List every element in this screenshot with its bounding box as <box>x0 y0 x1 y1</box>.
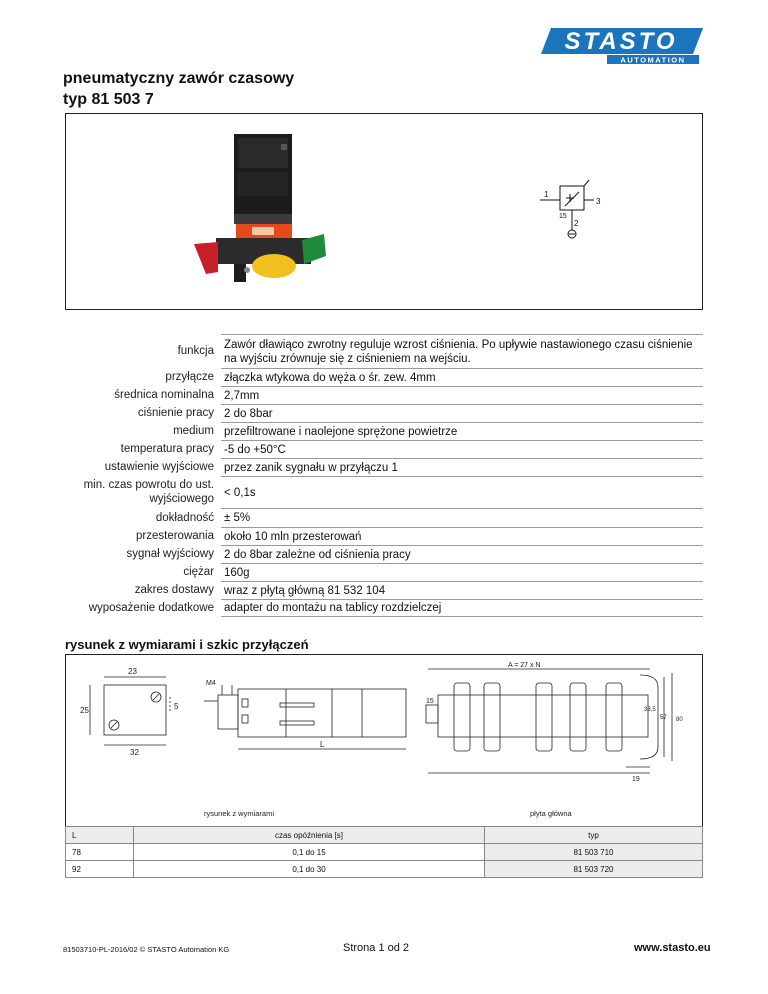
header-type: typ <box>485 827 703 844</box>
caption-base-plate: płyta główna <box>530 809 572 818</box>
title-line-2: typ 81 503 7 <box>63 91 154 108</box>
spec-row <box>65 386 703 404</box>
spec-row <box>65 476 703 508</box>
spec-value: 2 do 8bar zależne od ciśnienia pracy <box>221 545 703 563</box>
spec-row <box>65 527 703 545</box>
product-image <box>66 114 702 309</box>
spec-label: sygnał wyjściowy <box>126 548 214 560</box>
variant-table <box>65 826 703 878</box>
symbol-port-2: 2 <box>574 219 579 228</box>
spec-value: adapter do montażu na tablicy rozdzielczej <box>221 599 703 617</box>
cell-l: 78 <box>66 844 134 861</box>
caption-dimension-drawing: rysunek z wymiarami <box>204 809 275 818</box>
spec-value: 2 do 8bar <box>221 404 703 422</box>
cell-delay: 0,1 do 15 <box>134 844 485 861</box>
dim-l: L <box>320 740 325 749</box>
cell-type: 81 503 720 <box>485 861 703 878</box>
spec-label: ustawienie wyjściowe <box>104 461 214 473</box>
spec-label: zakres dostawy <box>134 584 214 596</box>
dim-19: 19 <box>632 776 640 783</box>
spec-row <box>65 334 703 368</box>
dimension-drawing-box <box>65 654 703 826</box>
symbol-port-1: 1 <box>544 190 549 199</box>
dim-80: 80 <box>676 717 683 723</box>
spec-label: funkcja <box>177 345 214 357</box>
table-row <box>66 844 703 861</box>
header-delay: czas opóźnienia [s] <box>134 827 485 844</box>
dim-33-5: 33,5 <box>644 707 656 713</box>
spec-row <box>65 563 703 581</box>
spec-row <box>65 422 703 440</box>
dim-15: 15 <box>426 698 434 705</box>
header-l: L <box>66 827 134 844</box>
pneumatic-symbol-icon <box>540 180 594 238</box>
dim-23: 23 <box>128 667 137 676</box>
dim-a: A = 27 x N <box>508 662 541 669</box>
spec-table <box>65 334 703 617</box>
spec-value: < 0,1s <box>221 476 703 508</box>
logo-brand: STASTO <box>564 28 678 55</box>
spec-label: dokładność <box>155 511 214 524</box>
footer-page: Strona 1 od 2 <box>343 942 410 954</box>
spec-value: przefiltrowane i naolejone sprężone powietrze <box>221 422 703 440</box>
title-line-1: pneumatyczny zawór czasowy <box>63 70 295 87</box>
footer-website-link[interactable]: www.stasto.eu <box>634 942 711 954</box>
spec-value: wraz z płytą główną 81 532 104 <box>221 581 703 599</box>
page-title <box>63 68 294 110</box>
dim-m4: M4 <box>206 680 216 687</box>
spec-row <box>65 404 703 422</box>
spec-label: przyłącze <box>165 371 214 383</box>
spec-row <box>65 440 703 458</box>
spec-label: wyposażenie dodatkowe <box>88 602 214 614</box>
spec-row <box>65 599 703 617</box>
spec-row <box>65 458 703 476</box>
dim-5: 5 <box>174 702 179 711</box>
spec-label: ciężar <box>183 566 214 578</box>
cell-delay: 0,1 do 30 <box>134 861 485 878</box>
footer-doc-id: 81503710-PL-2016/02 © STASTO Automation KG <box>63 945 230 954</box>
spec-row <box>65 545 703 563</box>
spec-value: przez zanik sygnału w przyłączu 1 <box>221 458 703 476</box>
cell-type: 81 503 710 <box>485 844 703 861</box>
dimension-drawing <box>66 655 702 827</box>
table-header-row <box>66 827 703 844</box>
table-row <box>66 861 703 878</box>
symbol-port-15: 15 <box>559 213 567 220</box>
dim-57: 57 <box>660 715 667 721</box>
spec-value: 2,7mm <box>221 386 703 404</box>
stasto-logo <box>537 26 705 66</box>
spec-value: Zawór dławiąco zwrotny reguluje wzrost ciśnienia. Po upływie nastawionego czasu ciśnienie na wyjściu zrównuje się z ciśnieniem na wejściu. <box>221 334 703 368</box>
spec-value: ± 5% <box>221 508 703 527</box>
spec-label: średnica nominalna <box>114 389 214 401</box>
spec-label: ciśnienie pracy <box>137 407 214 419</box>
spec-label: przesterowania <box>136 530 214 542</box>
spec-value: 160g <box>221 563 703 581</box>
symbol-port-3: 3 <box>596 197 601 206</box>
base-plate-slots <box>454 683 622 751</box>
spec-row <box>65 368 703 386</box>
spec-label: medium <box>173 425 214 437</box>
cell-l: 92 <box>66 861 134 878</box>
dim-32: 32 <box>130 748 139 757</box>
spec-value: około 10 mln przesterowań <box>221 527 703 545</box>
logo-sub: AUTOMATION <box>620 55 686 65</box>
dim-25: 25 <box>80 706 89 715</box>
spec-label: temperatura pracy <box>120 443 214 455</box>
spec-value: złączka wtykowa do węża o śr. zew. 4mm <box>221 368 703 386</box>
spec-row <box>65 581 703 599</box>
spec-row <box>65 508 703 527</box>
spec-value: -5 do +50°C <box>221 440 703 458</box>
spec-label: min. czas powrotu do ust. wyjściowego <box>83 479 214 505</box>
section-title: rysunek z wymiarami i szkic przyłączeń <box>65 637 309 652</box>
product-photo-box <box>65 113 703 310</box>
